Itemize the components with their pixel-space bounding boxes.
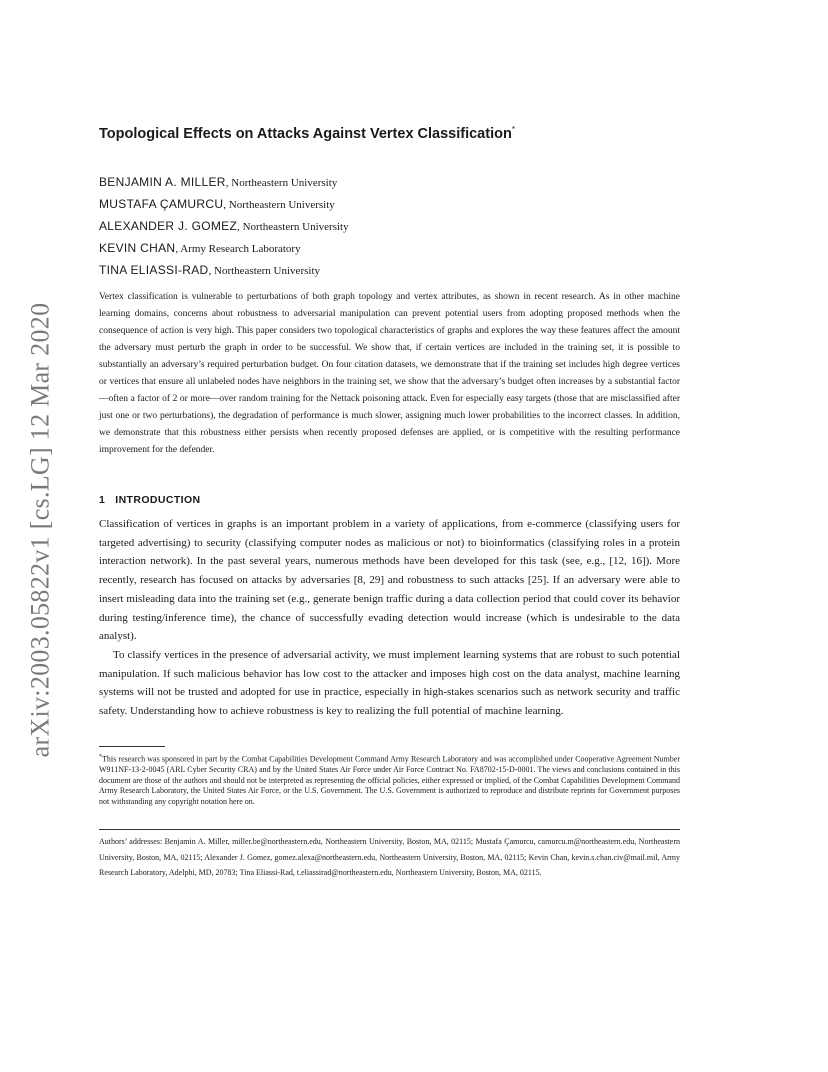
abstract: Vertex classification is vulnerable to perturbations of both graph topology and vertex attributes, as shown in recent research. As in other machine learning domains, concerns about robustness to adversarial manipulation can prevent potential users from adopting proposed methods when the consequence of action is very high. This paper considers two topological characteristics of graphs and explores the way these features affect the amount the adversary must perturb the graph in order to be successful. We show that, if certain vertices are included in the training set, it is possible to substantially an adversary’s required perturbation budget. On four citation datasets, we demonstrate that if the training set includes high degree vertices or vertices that ensure all unlabeled nodes have neighbors in the training set, we show that the adversary’s budget often increases by a substantial factor—often a factor of 2 or more—over random training for the Nettack poisoning attack. Even for especially easy targets (those that are misclassified after just one or two perturbations), the degradation of performance is much slower, assigning much lower probabilities to the incorrect classes. In addition, we demonstrate that this robustness either persists when recently proposed defenses are applied, or is competitive with the resulting performance improvement for the defender. — [99, 292, 680, 455]
author-entry — [99, 194, 349, 216]
author-list — [99, 172, 349, 282]
author-affiliation: , Northeastern University — [223, 199, 335, 211]
section-number: 1 — [99, 494, 106, 506]
footnote — [99, 752, 680, 808]
paper-title-text: Topological Effects on Attacks Against Vertex Classification — [99, 125, 512, 142]
arxiv-identifier-text: arXiv:2003.05822v1 [cs.LG] 12 Mar 2020 — [25, 302, 54, 758]
paper-title — [99, 125, 680, 142]
arxiv-identifier-stamp — [18, 270, 62, 790]
author-entry — [99, 260, 349, 282]
footnote-mark: * — [99, 754, 102, 760]
footnote-text: This research was sponsored in part by the Combat Capabilities Development Command Army Research Laboratory and was accomplished under Cooperative Agreement Number W911NF-13-2-0045 (ARL Cyber Security CRA) and by the United States Air Force under Air Force Contract No. FA8702-15-D-0001. The views and conclusions contained in this document are those of the authors and should not be interpreted as representing the official policies, either expressed or implied, of the Combat Capabilities Development Command Army Research Laboratory, the United States Air Force, or the U.S. Government. The U.S. Government is authorized to reproduce and distribute reprints for Government purposes not withstanding any copyright notation here on. — [99, 754, 680, 807]
author-name: KEVIN CHAN — [99, 241, 176, 255]
author-entry — [99, 172, 349, 194]
author-affiliation: , Northeastern University — [237, 221, 349, 233]
author-entry — [99, 238, 349, 260]
author-affiliation: , Northeastern University — [208, 265, 320, 277]
author-addresses: Authors’ addresses: Benjamin A. Miller, miller.be@northeastern.edu, Northeastern University, Boston, MA, 02115; Mustafa Çamurcu, camurcu.m@northeastern.edu, Northeastern University, Boston, MA, 02115; Alexander J. Gomez, gomez.alexa@northeastern.edu, Northeastern University, Boston, MA, 02115; Kevin Chan, kevin.s.chan.civ@mail.mil, Army Research Laboratory, Adelphi, MD, 20783; Tina Eliassi-Rad, t.eliassirad@northeastern.edu, Northeastern University, Boston, MA, 02115. — [99, 837, 680, 877]
body-paragraph: To classify vertices in the presence of adversarial activity, we must implement learning systems that are robust to such potential manipulation. If such malicious behavior has low cost to the attacker and imposes high cost on the data analyst, machine learning systems will not be trusted and adopted for use in practice, especially in high-stakes scenarios such as network security and traffic safety. Understanding how to achieve robustness is key to realizing the full potential of machine learning. — [99, 648, 680, 718]
title-footnote-mark[interactable]: * — [511, 125, 515, 134]
section-heading — [99, 494, 201, 506]
addresses-divider — [99, 829, 680, 830]
body-paragraph: Classification of vertices in graphs is an important problem in a variety of applications, from e-commerce (classifying users for targeted advertising) to security (classifying computer nodes as malicious or not) to bioinformatics (classifying roles in a protein interaction network). In the past several years, numerous methods have been developed for this task (see, e.g., [12, 16]). More recently, research has focused on attacks by adversaries [8, 29] and robustness to such attacks [25]. If an adversary were able to insert misleading data into the training set (e.g., generate benign traffic during a data collection period that could cover its behavior during testing/inference time), the chance of successfully evading detection would increase (which is undesirable to the data analyst). — [99, 518, 680, 643]
author-affiliation: , Army Research Laboratory — [175, 243, 301, 255]
footnote-divider — [99, 746, 165, 747]
author-entry — [99, 216, 349, 238]
author-affiliation: , Northeastern University — [225, 177, 338, 189]
author-name: TINA ELIASSI-RAD — [99, 263, 209, 277]
introduction-body — [99, 515, 680, 721]
author-name: MUSTAFA ÇAMURCU — [99, 197, 224, 211]
section-title: INTRODUCTION — [115, 494, 201, 506]
author-name: BENJAMIN A. MILLER — [99, 175, 226, 189]
author-name: ALEXANDER J. GOMEZ — [99, 219, 238, 233]
